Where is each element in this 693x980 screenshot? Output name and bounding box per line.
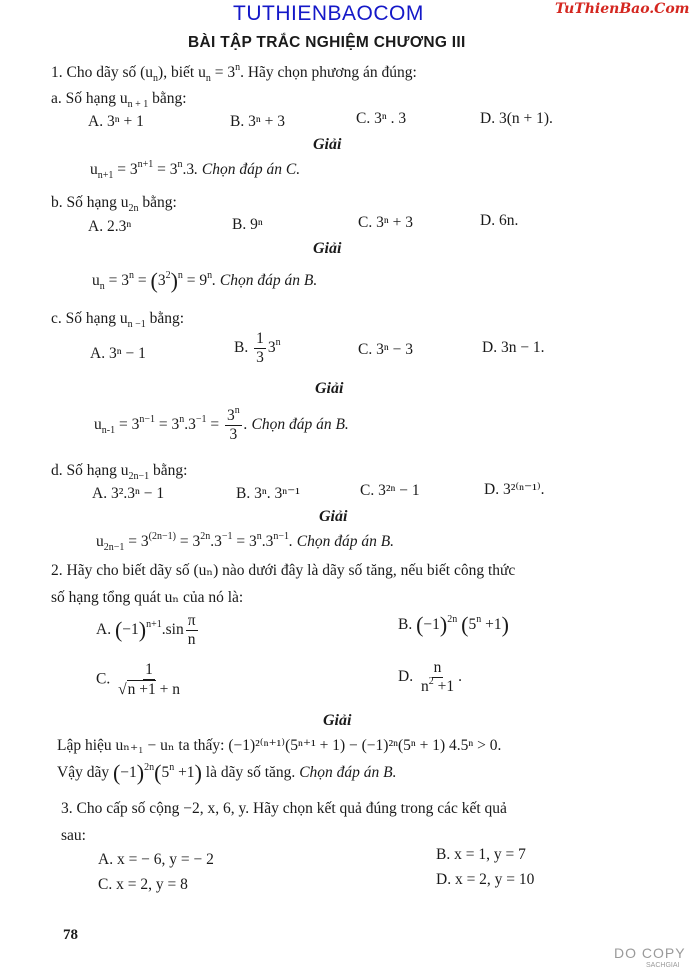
q3-stem-line1: 3. Cho cấp số cộng −2, x, 6, y. Hãy chọn kết quả đúng trong các kết quả bbox=[61, 800, 507, 817]
q1d-solution-heading: Giải bbox=[319, 508, 348, 525]
q2-option-d: D. $\frac{n}{n^2 +1}$ . bbox=[398, 659, 462, 695]
site-logo: TuThienBao.Com bbox=[555, 1, 690, 17]
q1a-solution: $u_{n+1} = 3^{n+1} = 3^n.3$. Chọn đáp án C. bbox=[90, 159, 301, 181]
q1b-formula: $u_n = 3^n = (3^2)^n = 9^n$ bbox=[92, 268, 213, 293]
q2-solution-line1: Lập hiệu uₙ₊₁ − uₙ ta thấy: (−1)²⁽ⁿ⁺¹⁾(5ⁿ⁺¹ + 1) − (−1)²ⁿ(5ⁿ + 1) 4.5ⁿ > 0. bbox=[57, 737, 502, 754]
q1b-label: b. Số hạng $u_{2n}$ bằng: bbox=[51, 194, 177, 214]
q1c-option-d: D. 3n − 1. bbox=[482, 339, 545, 356]
q1c-option-a: A. 3ⁿ − 1 bbox=[90, 345, 146, 362]
q1b-option-b: B. 9ⁿ bbox=[232, 216, 263, 233]
q1d-option-c: C. 3²ⁿ − 1 bbox=[360, 482, 420, 499]
q1c-solution: $u_{n-1} = 3^{n-1} = 3^n.3^{-1}$ = $\frac{3^n}{3}$ . Chọn đáp án B. bbox=[94, 405, 349, 443]
q1a-formula: $u_{n+1} = 3^{n+1} = 3^n.3$ bbox=[90, 159, 195, 181]
q2-option-b: B. $(-1)^{2n}$ $(5^n +1)$ bbox=[398, 612, 509, 637]
q1a-solution-heading: Giải bbox=[313, 136, 342, 153]
q1d-option-a: A. 3².3ⁿ − 1 bbox=[92, 485, 165, 502]
q1b-solution: $u_n = 3^n = (3^2)^n = 9^n$. Chọn đáp án B. bbox=[92, 268, 318, 293]
q2-option-c: C. $\frac{1}{√n +1 + n}$ bbox=[96, 661, 180, 698]
q1c-formula: $u_{n-1} = 3^{n-1} = 3^n.3^{-1}$ = $\frac{3^n}{3}$ bbox=[94, 405, 240, 443]
site-brand: TUTHIENBAOCOM bbox=[233, 2, 424, 25]
q1b-solution-heading: Giải bbox=[313, 240, 342, 257]
q1c-option-c: C. 3ⁿ − 3 bbox=[358, 341, 413, 358]
q1d-option-b: B. 3ⁿ. 3ⁿ⁻¹ bbox=[236, 485, 300, 502]
q2-solution-formula: $(-1)^{2n}(5^n +1)$ bbox=[112, 760, 202, 785]
q2-solution-heading: Giải bbox=[323, 712, 352, 729]
q3-option-d: D. x = 2, y = 10 bbox=[436, 871, 535, 888]
q1c-option-b: B. $\frac{1}{3}$ 3$^n$ bbox=[234, 330, 281, 366]
q1a-option-d: D. 3(n + 1). bbox=[480, 110, 553, 127]
watermark: DO COPY bbox=[614, 945, 686, 961]
q1a-option-a: A. 3ⁿ + 1 bbox=[88, 113, 144, 130]
q1c-solution-heading: Giải bbox=[315, 380, 344, 397]
q3-option-b: B. x = 1, y = 7 bbox=[436, 846, 526, 863]
q2-option-c-formula: $\frac{1}{√n +1 + n}$ bbox=[118, 661, 180, 698]
q1-stem: 1. Cho dãy số $(u_n)$, biết $u_n = 3^n$. Hãy chọn phương án đúng: bbox=[51, 62, 417, 84]
q1b-option-d: D. 6n. bbox=[480, 212, 519, 229]
q2-option-d-formula: $\frac{n}{n^2 +1}$ bbox=[420, 659, 455, 695]
q1a-option-b: B. 3ⁿ + 3 bbox=[230, 113, 285, 130]
q3-option-a: A. x = − 6, y = − 2 bbox=[98, 851, 214, 868]
q1d-option-d: D. 3²⁽ⁿ⁻¹⁾. bbox=[484, 481, 545, 498]
page-title: BÀI TẬP TRẮC NGHIỆM CHƯƠNG III bbox=[188, 34, 466, 51]
q1b-option-c: C. 3ⁿ + 3 bbox=[358, 214, 413, 231]
q1d-formula: $u_{2n-1} = 3^{(2n-1)} = 3^{2n}.3^{-1} = 3^n.3^{n-1}$ bbox=[96, 531, 289, 553]
q1c-label: c. Số hạng $u_{n -1}$ bằng: bbox=[51, 310, 185, 330]
q1a-label: a. Số hạng $u_{n + 1}$ bằng: bbox=[51, 90, 187, 110]
q2-stem-line2: số hạng tổng quát uₙ của nó là: bbox=[51, 589, 244, 606]
q2-option-b-formula: $(-1)^{2n}$ $(5^n +1)$ bbox=[416, 612, 509, 637]
q3-option-c: C. x = 2, y = 8 bbox=[98, 876, 188, 893]
q1b-option-a: A. 2.3ⁿ bbox=[88, 218, 132, 235]
watermark-sub: SACHGIAI bbox=[646, 962, 680, 969]
q2-stem-line1: 2. Hãy cho biết dãy số (uₙ) nào dưới đây là dãy số tăng, nếu biết công thức bbox=[51, 562, 516, 579]
q3-stem-line2: sau: bbox=[61, 827, 86, 844]
q2-solution-line2: Vậy dãy $(-1)^{2n}(5^n +1)$ là dãy số tăng. Chọn đáp án B. bbox=[57, 760, 397, 785]
q1c-option-b-fraction: $\frac{1}{3}$ bbox=[256, 330, 264, 366]
q1d-label: d. Số hạng $u_{2n-1}$ bằng: bbox=[51, 462, 188, 482]
q1d-solution: $u_{2n-1} = 3^{(2n-1)} = 3^{2n}.3^{-1} = 3^n.3^{n-1}$. Chọn đáp án B. bbox=[96, 531, 395, 553]
q2-option-a: A. $(-1)^{n+1}.\sin$ $\frac{\pi}{n}$ bbox=[96, 612, 200, 649]
q2-option-a-formula: $(-1)^{n+1}.\sin$ $\frac{\pi}{n}$ bbox=[114, 612, 196, 648]
q1a-option-c: C. 3ⁿ . 3 bbox=[356, 110, 407, 127]
page-number: 78 bbox=[63, 927, 78, 943]
